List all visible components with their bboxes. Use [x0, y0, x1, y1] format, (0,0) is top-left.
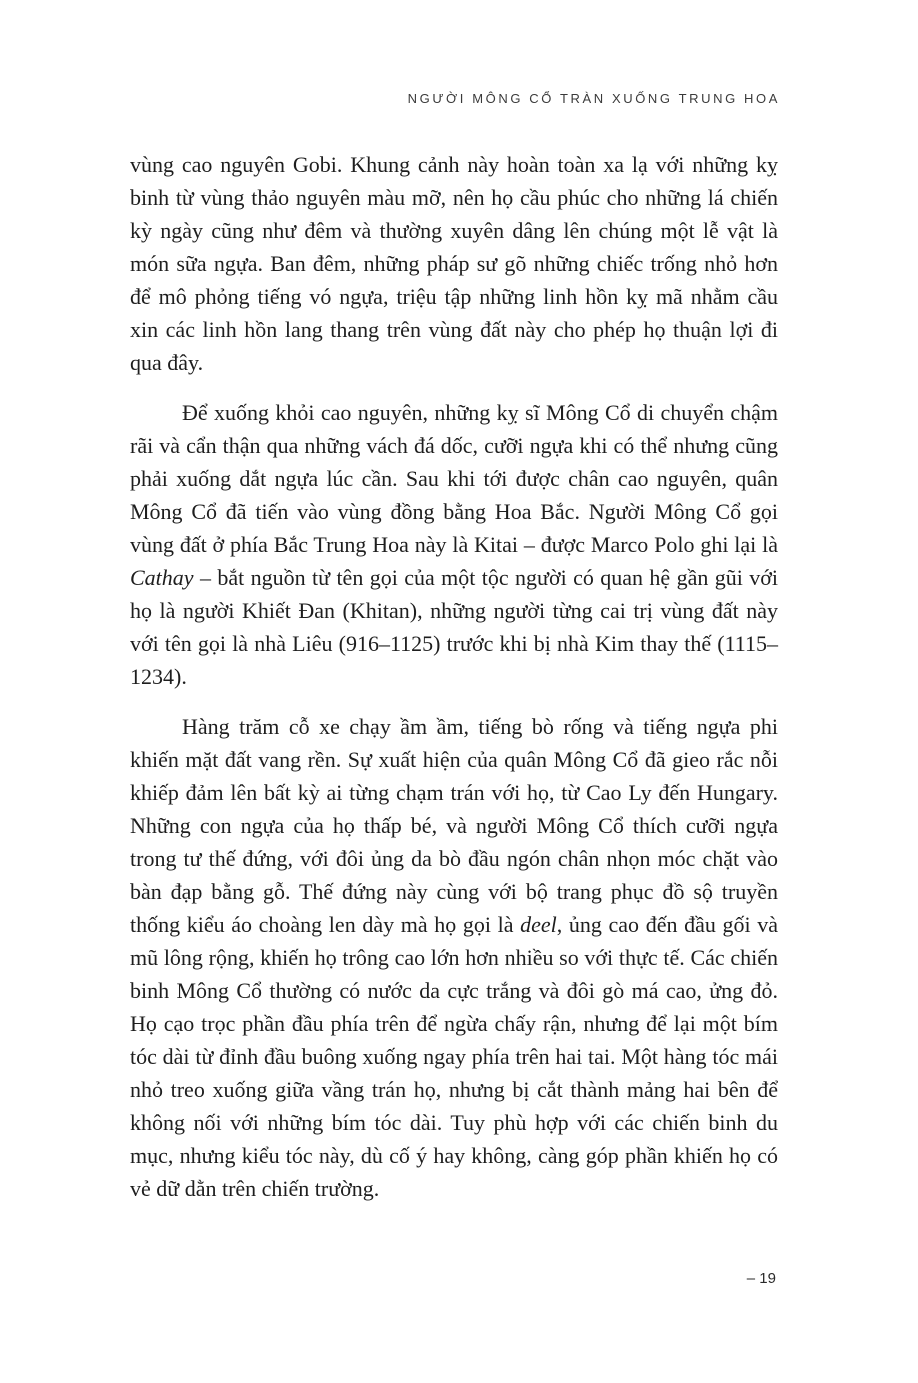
running-header: NGƯỜI MÔNG CỔ TRÀN XUỐNG TRUNG HOA: [407, 91, 780, 106]
paragraph-2-text-a: Để xuống khỏi cao nguyên, những kỵ sĩ Mông Cổ di chuyển chậm rãi và cẩn thận qua những vách đá dốc, cưỡi ngựa khi có thể nhưng cũng phải xuống dắt ngựa lúc cần. Sau khi tới được chân cao nguyên, quân Mông Cổ đã tiến vào vùng đồng bằng Hoa Bắc. Người Mông Cổ gọi vùng đất ở phía Bắc Trung Hoa này là Kitai – được Marco Polo ghi lại là: [130, 400, 778, 557]
italic-term-deel: deel: [520, 912, 557, 937]
paragraph-3: [130, 710, 778, 1205]
paragraph-3-text-a: Hàng trăm cỗ xe chạy ầm ầm, tiếng bò rống và tiếng ngựa phi khiến mặt đất vang rền. Sự xuất hiện của quân Mông Cổ đã gieo rắc nỗi khiếp đảm lên bất kỳ ai từng chạm trán với họ, từ Cao Ly đến Hungary. Những con ngựa của họ thấp bé, và người Mông Cổ thích cưỡi ngựa trong tư thế đứng, với đôi ủng da bò đầu ngón chân nhọn móc chặt vào bàn đạp bằng gỗ. Thế đứng này cùng với bộ trang phục đồ sộ truyền thống kiểu áo choàng len dày mà họ gọi là: [130, 714, 778, 937]
italic-term-cathay: Cathay: [130, 565, 194, 590]
paragraph-2: [130, 396, 778, 693]
body-text: [130, 148, 778, 1222]
page-number: – 19: [746, 1270, 776, 1287]
paragraph-2-text-b: – bắt nguồn từ tên gọi của một tộc người có quan hệ gần gũi với họ là người Khiết Đan (Khitan), những người từng cai trị vùng đất này với tên gọi là nhà Liêu (916–1125) trước khi bị nhà Kim thay thế (1115–1234).: [130, 565, 778, 689]
paragraph-3-text-b: , ủng cao đến đầu gối và mũ lông rộng, khiến họ trông cao lớn hơn nhiều so với thực tế. Các chiến binh Mông Cổ thường có nước da cực trắng và đôi gò má cao, ửng đỏ. Họ cạo trọc phần đầu phía trên để ngừa chấy rận, nhưng để lại một bím tóc dài từ đỉnh đầu buông xuống ngay phía trên hai tai. Một hàng tóc mái nhỏ treo xuống giữa vầng trán họ, nhưng bị cắt thành mảng hai bên để không nối với những bím tóc dài. Tuy phù hợp với các chiến binh du mục, nhưng kiểu tóc này, dù cố ý hay không, càng góp phần khiến họ có vẻ dữ dằn trên chiến trường.: [130, 912, 778, 1201]
paragraph-1: [130, 148, 778, 379]
paragraph-1-text: vùng cao nguyên Gobi. Khung cảnh này hoàn toàn xa lạ với những kỵ binh từ vùng thảo nguyên màu mỡ, nên họ cầu phúc cho những lá chiến kỳ ngày cũng như đêm và thường xuyên dâng lên chúng một lễ vật là món sữa ngựa. Ban đêm, những pháp sư gõ những chiếc trống nhỏ hơn để mô phỏng tiếng vó ngựa, triệu tập những linh hồn kỵ mã nhằm cầu xin các linh hồn lang thang trên vùng đất này cho phép họ thuận lợi đi qua đây.: [130, 152, 778, 375]
